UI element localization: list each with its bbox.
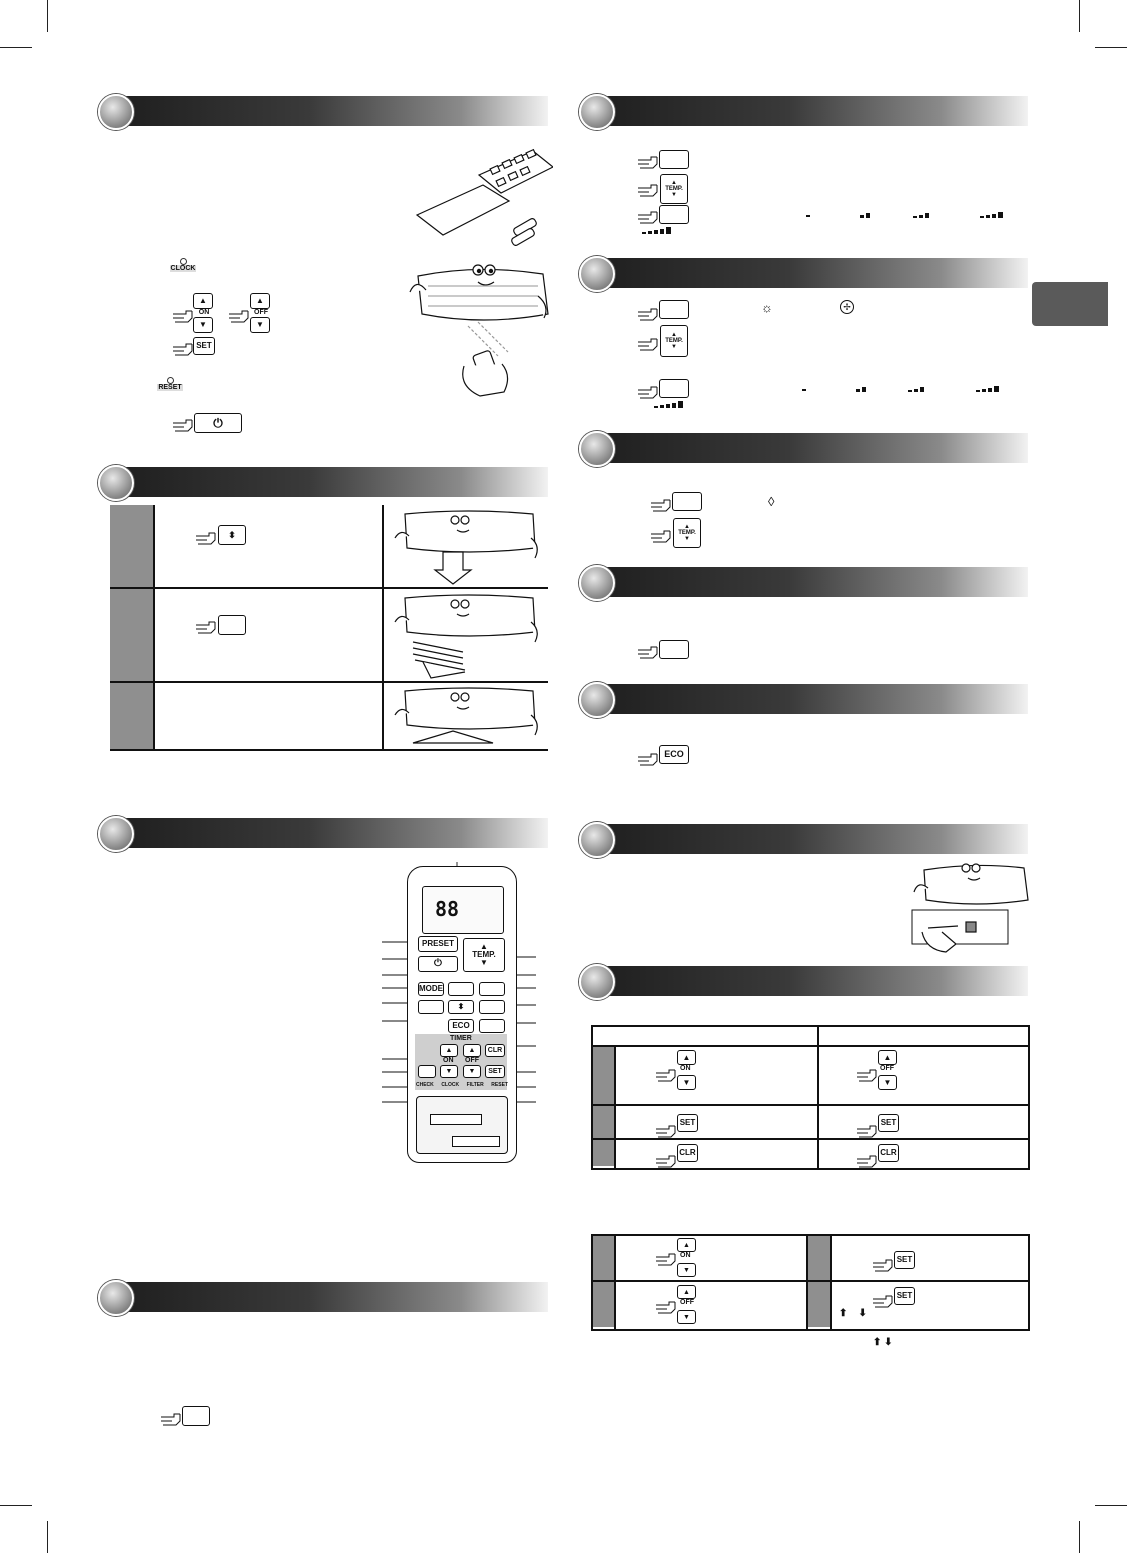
indoor-unit-temporary-illustration [906,858,1031,954]
crop-mark [47,0,48,32]
hand-pointer-icon [228,309,250,323]
clock-label: CLOCK [170,265,196,272]
auto-mode-button[interactable] [659,150,689,169]
hand-pointer-icon [655,1252,677,1266]
fix-button[interactable] [418,1000,444,1014]
clr-remote-button[interactable]: CLR [485,1044,505,1057]
fan-icon: ✢ [840,300,854,314]
hi-power-button[interactable] [659,640,689,659]
temp-adjust-button[interactable]: ▲ TEMP. ▼ [673,518,701,548]
hand-pointer-icon [172,309,194,323]
hand-pointer-icon [172,418,194,432]
hand-pointer-icon [872,1258,894,1272]
hand-pointer-icon [172,342,194,356]
battery-cell [452,1136,500,1147]
hi-power-button[interactable] [479,982,505,996]
step-marker [110,683,153,749]
mode-select-button[interactable] [659,300,689,319]
timer-on-down-button[interactable]: ▼ [677,1075,696,1090]
hand-pointer-icon [637,307,659,321]
hand-pointer-icon [637,752,659,766]
temp-adjust-button[interactable]: ▲ TEMP. ▼ [660,174,688,204]
temp-label: TEMP. [665,186,683,192]
hand-pointer-icon [195,531,217,545]
timer-table [591,1025,1030,1170]
section4-button[interactable] [182,1406,210,1426]
hand-pointer-icon [650,498,672,512]
remote-battery-illustration [413,145,553,250]
set-button[interactable]: SET [878,1114,899,1132]
hand-pointer-icon [655,1124,677,1138]
table-rule [614,1045,616,1168]
dry-mode-button[interactable] [672,492,702,511]
off-label: OFF [880,1065,894,1072]
section-bar [594,96,1028,126]
check-label: CHECK [416,1082,434,1088]
fan-level-indicators [640,211,1020,237]
timer-off-label: OFF [465,1057,479,1064]
section-number-circle [579,565,615,601]
hand-pointer-icon [856,1068,878,1082]
table-rule [830,1234,832,1329]
section-bar [594,433,1028,463]
step-marker [808,1282,830,1327]
hand-pointer-icon [856,1154,878,1168]
timer-off-down-button[interactable]: ▼ [677,1310,696,1324]
hand-pointer-icon [655,1068,677,1082]
language-side-tab [1032,282,1108,326]
reset-label: RESET [158,384,182,391]
battery-cell [430,1114,482,1125]
preset-button[interactable]: PRESET [418,936,458,952]
hand-pointer-icon [872,1294,894,1308]
up-down-arrows: ⬆ ⬇ [839,1308,867,1319]
section-bar [594,258,1028,288]
table-rule [591,1104,1028,1106]
sun-icon: ☼ [761,300,773,315]
reset-indicator-icon [167,377,174,384]
table-rule [110,681,548,683]
temp-label: TEMP. [678,530,696,536]
hand-pointer-icon [856,1124,878,1138]
fix-louver-button[interactable] [218,615,246,635]
timer-off-up-button[interactable]: ▲ [878,1050,897,1065]
timer-on-down-button[interactable]: ▼ [440,1065,458,1078]
remote-display [422,886,504,934]
section-number-circle [579,431,615,467]
louver-step1-illustration [393,508,543,586]
off-up-button[interactable]: ▲ [250,293,270,309]
on-label: ON [680,1065,691,1072]
step-marker [110,505,153,587]
up-down-arrows: ⬆ ⬇ [873,1337,893,1348]
step-marker [593,1236,614,1280]
table-rule [153,505,155,749]
timer-on-up-button[interactable]: ▲ [440,1044,458,1057]
set-button[interactable]: SET [193,337,215,355]
louver-step3-illustration [393,685,543,747]
timer-off-down-button[interactable]: ▼ [463,1065,481,1078]
step-marker [593,1106,614,1138]
clock-remote-label: CLOCK [441,1082,460,1088]
section-number-circle [579,682,615,718]
reset-button[interactable] [157,377,183,395]
timer-on-down-button[interactable]: ▼ [677,1263,696,1277]
temp-adjust-button[interactable]: ▲ TEMP. ▼ [660,325,688,357]
on-label: ON [198,309,210,316]
section-bar [594,966,1028,996]
mode-button[interactable]: MODE [418,982,444,996]
section-number-circle [98,816,134,852]
temp-label: TEMP. [472,950,496,959]
step-marker [593,1282,614,1327]
timer-off-up-button[interactable]: ▲ [463,1044,481,1057]
timer-off-up-button[interactable]: ▲ [677,1285,696,1299]
louver-step2-illustration [393,592,543,680]
remote-bottom-labels [416,1082,508,1088]
indoor-unit-remote-illustration [408,256,553,398]
crop-mark [0,1505,32,1506]
section-number-circle [579,964,615,1000]
comfort-sleep-button[interactable] [479,1000,505,1014]
section-bar [594,567,1028,597]
timer-on-label: ON [443,1057,454,1064]
power-remote-button[interactable]: ⏻ [418,956,458,972]
hand-pointer-icon [655,1154,677,1168]
section-bar [113,818,548,848]
step-marker [593,1047,614,1104]
timer-off-down-button[interactable]: ▼ [878,1075,897,1090]
hand-pointer-icon [655,1300,677,1314]
crop-mark [1079,0,1080,32]
on-down-button[interactable]: ▼ [193,317,213,333]
reset-remote-label: RESET [491,1082,508,1088]
fan-level-indicators [650,385,1030,411]
on-up-button[interactable]: ▲ [193,293,213,309]
set-button[interactable]: SET [677,1114,698,1132]
section-number-circle [579,822,615,858]
section-number-circle [98,94,134,130]
clock-indicator-icon [180,258,187,265]
drop-icon: ◊ [768,494,775,509]
on-label: ON [680,1252,691,1259]
section-bar [594,684,1028,714]
section-bar [113,1282,548,1312]
section-bar [113,467,548,497]
step-marker [808,1236,830,1280]
section-number-circle [98,465,134,501]
step-marker [110,589,153,681]
hand-pointer-icon [160,1412,182,1426]
hand-pointer-icon [637,155,659,169]
timer-label: TIMER [450,1035,472,1042]
swing-remote-button[interactable]: ⬍ [448,1000,474,1014]
eco-button[interactable]: ECO [659,745,689,764]
crop-mark [47,1521,48,1553]
set-remote-button[interactable]: SET [485,1065,505,1078]
section-number-circle [98,1280,134,1316]
timer-on-up-button[interactable]: ▲ [677,1050,696,1065]
timer-on-up-button[interactable]: ▲ [677,1238,696,1252]
fan-speed-button[interactable] [448,982,474,996]
hand-pointer-icon [637,183,659,197]
table-rule [591,1045,1028,1047]
table-rule [817,1025,819,1168]
set-button[interactable]: SET [894,1287,915,1305]
table-rule [614,1234,616,1329]
section-bar [113,96,548,126]
eco-remote-button[interactable]: ECO [448,1019,474,1033]
one-touch-button[interactable] [479,1019,505,1033]
section-bar [594,824,1028,854]
timer-mode-button[interactable] [418,1065,436,1078]
clock-button[interactable] [170,258,196,276]
filter-label: FILTER [466,1082,484,1088]
crop-mark [0,47,32,48]
off-down-button[interactable]: ▼ [250,317,270,333]
clr-button[interactable]: CLR [878,1144,899,1162]
hand-pointer-icon [637,645,659,659]
set-button[interactable]: SET [894,1251,915,1269]
hand-pointer-icon [637,337,659,351]
crop-mark [1095,1505,1127,1506]
hand-pointer-icon [650,529,672,543]
temp-button[interactable]: ▲ TEMP. ▼ [463,938,505,972]
step-marker [593,1140,614,1166]
hand-pointer-icon [195,620,217,634]
power-button[interactable]: ⏻ [194,413,242,433]
crop-mark [1095,47,1127,48]
swing-button[interactable]: ⬍ [218,525,246,545]
table-rule [110,587,548,589]
section-number-circle [579,94,615,130]
temp-label: TEMP. [665,338,683,344]
section-number-circle [579,256,615,292]
remote-display-digits: 88 [435,897,460,921]
off-label: OFF [680,1299,694,1306]
table-rule [382,505,384,749]
off-label: OFF [254,309,268,316]
crop-mark [1079,1521,1080,1553]
clr-button[interactable]: CLR [677,1144,698,1162]
table-rule [591,1138,1028,1140]
